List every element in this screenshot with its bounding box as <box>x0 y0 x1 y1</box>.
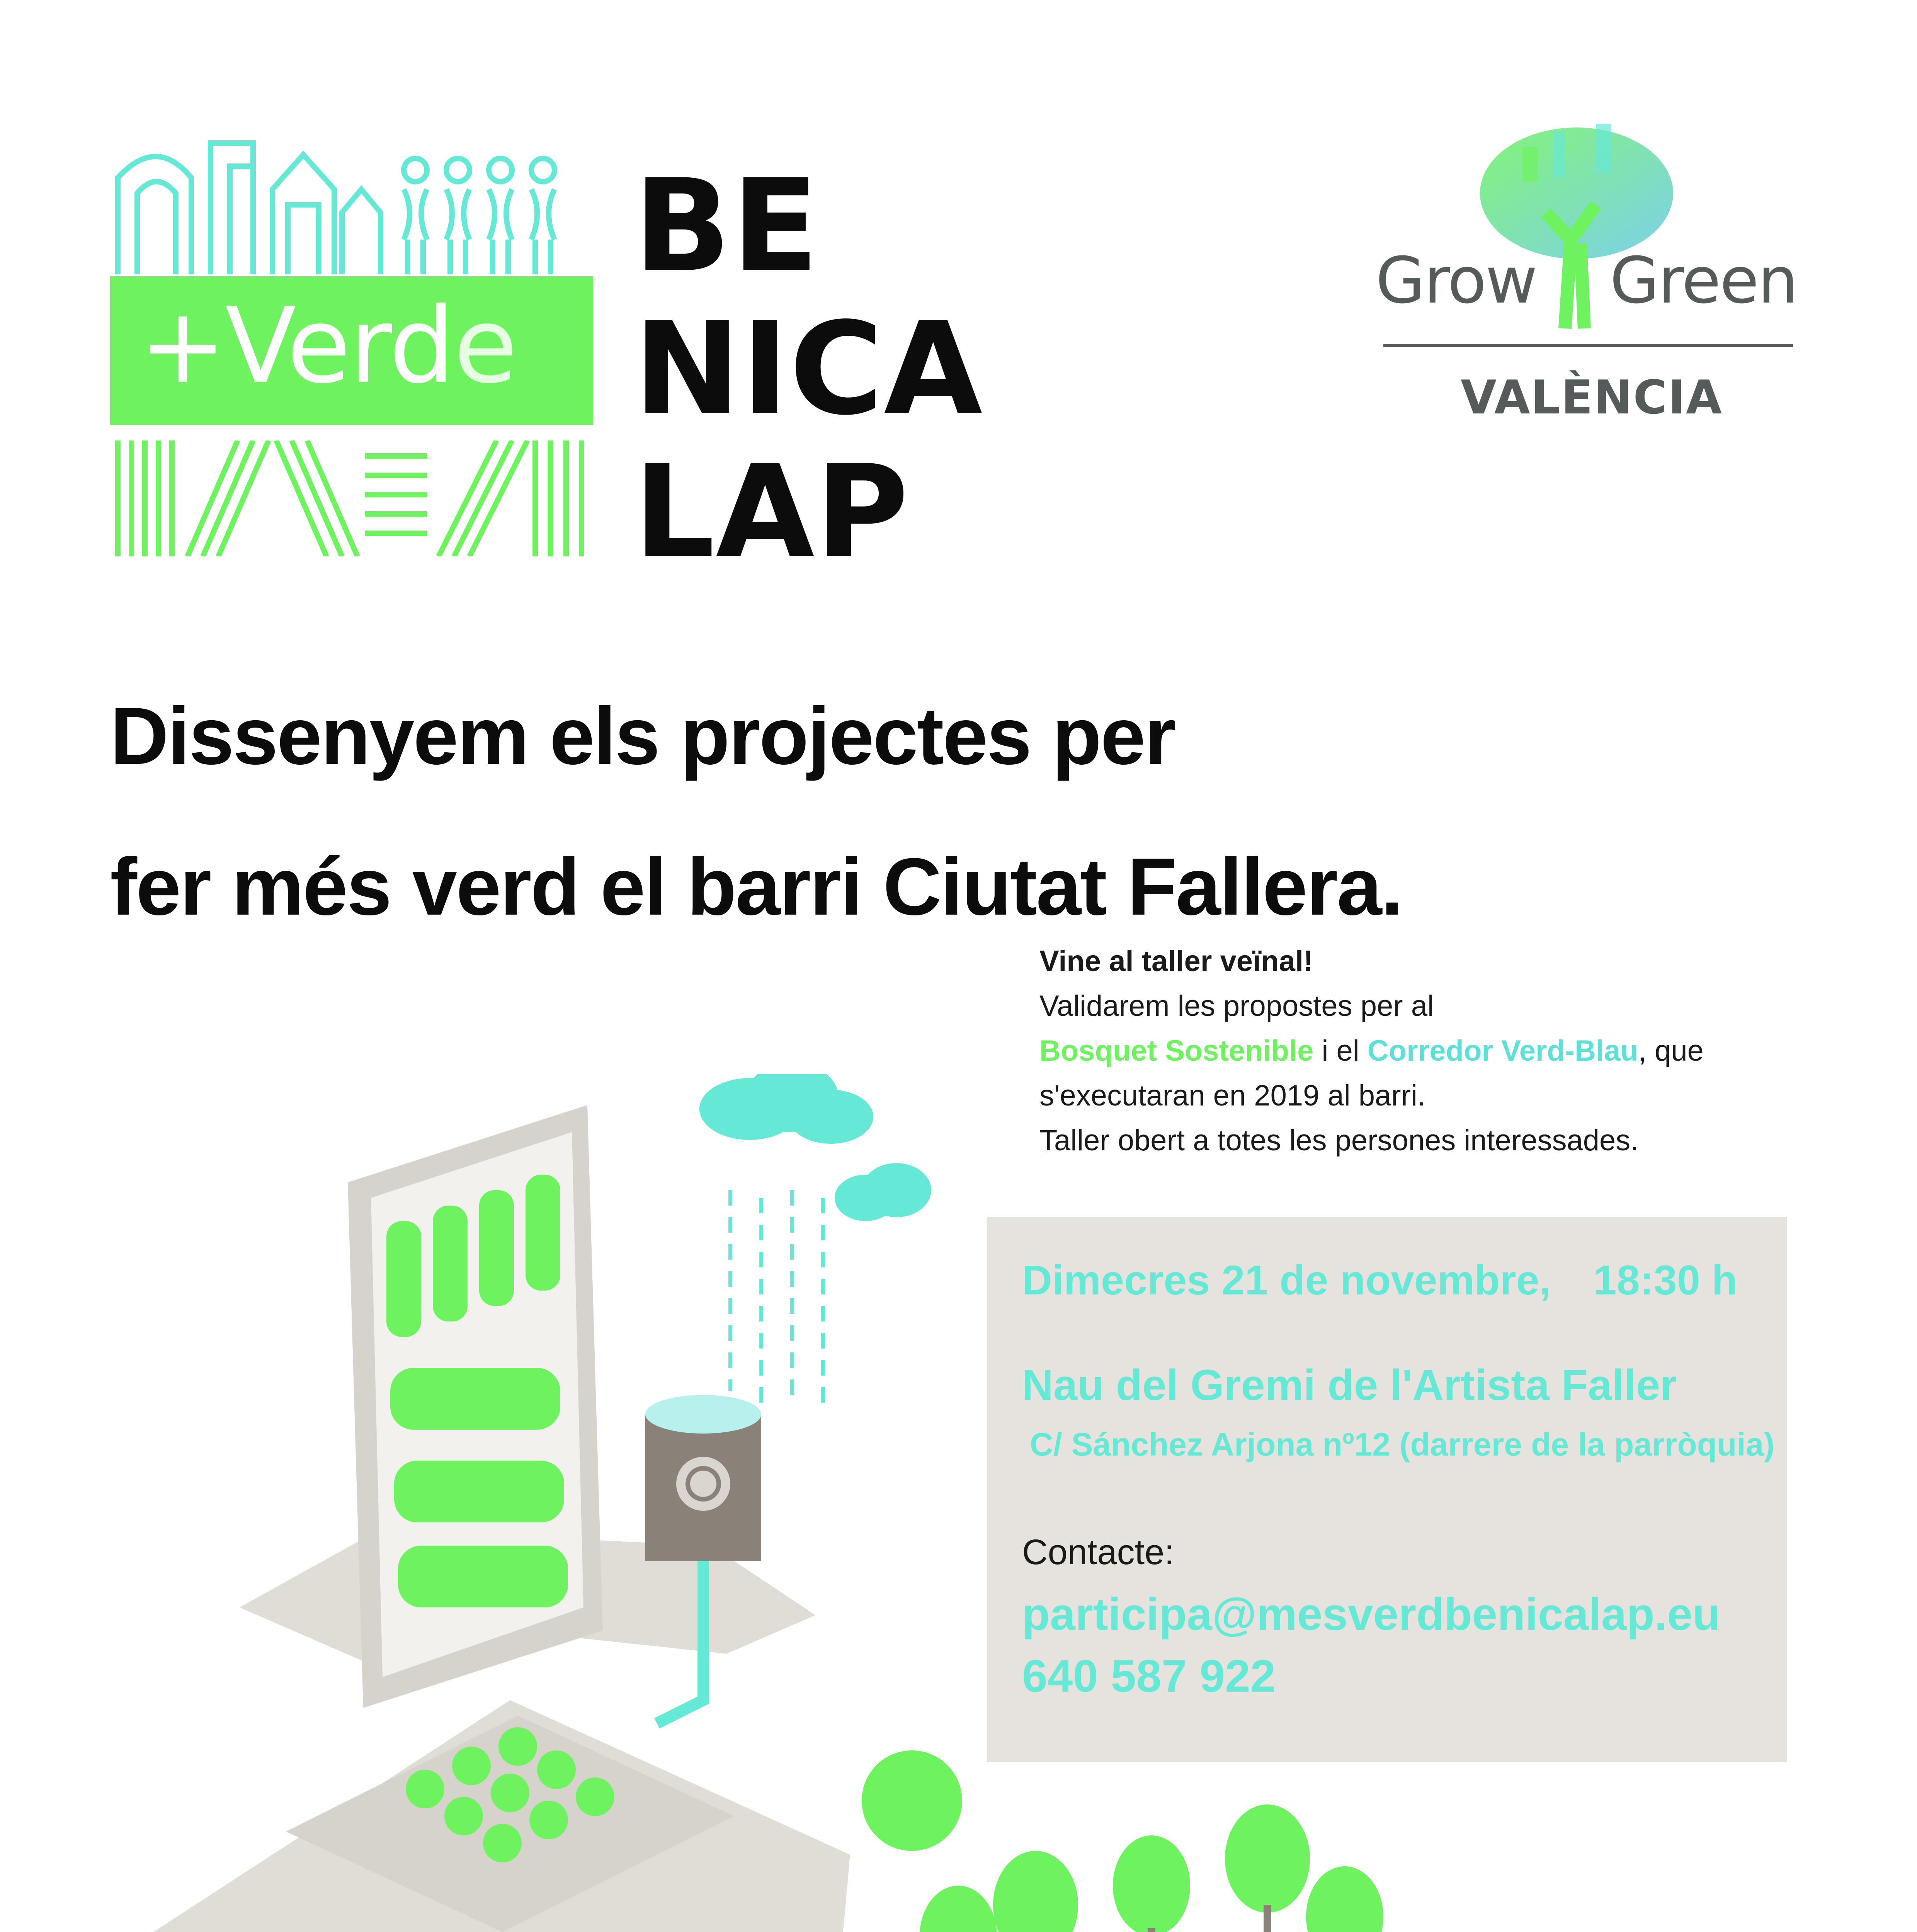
benicalap-line-3: LAP <box>634 438 910 586</box>
field-stripes-icon <box>110 440 597 556</box>
contact-label: Contacte: <box>1022 1532 1174 1572</box>
benicalap-title <box>634 152 983 586</box>
event-date-text: Dimecres 21 de novembre, <box>1022 1257 1551 1303</box>
growgreen-name-right: Green <box>1609 243 1797 318</box>
headline-line-2: fer més verd el barri Ciutat Fallera. <box>110 841 1402 932</box>
invite-line-2-end: , que <box>1638 1034 1704 1067</box>
invite-line-1: Validarem les propostes per al <box>1039 990 1434 1022</box>
growgreen-divider <box>1383 344 1793 347</box>
invite-connector: i el <box>1313 1034 1368 1067</box>
event-time: 18:30 h <box>1593 1257 1737 1303</box>
benicalap-line-2: NICA <box>634 295 983 443</box>
benicalap-line-1: BE <box>634 152 820 300</box>
invite-line-3: s'executaran en 2019 al barri. <box>1039 1079 1425 1112</box>
event-address: C/ Sánchez Arjona nº12 (darrere de la parròquia) <box>1030 1426 1775 1463</box>
invite-title: Vine al taller veïnal! <box>1039 945 1313 978</box>
growgreen-name-left: Grow <box>1376 243 1536 318</box>
invite-line-4: Taller obert a totes les persones interessades. <box>1039 1124 1639 1157</box>
contact-phone[interactable]: 640 587 922 <box>1022 1651 1276 1702</box>
growgreen-city: VALÈNCIA <box>1461 371 1723 425</box>
verde-suffix: e <box>453 285 516 406</box>
verde-prefix: +Verd <box>139 285 454 406</box>
project-bosquet: Bosquet Sostenible <box>1039 1034 1314 1067</box>
growgreen-wordmark <box>1376 243 1797 318</box>
project-corredor: Corredor Verd-Blau <box>1367 1034 1638 1067</box>
invite-line-2 <box>1039 1029 1704 1073</box>
contact-email[interactable]: participa@mesverdbenicalap.eu <box>1022 1589 1721 1640</box>
headline <box>110 661 1402 962</box>
urban-garden-illustration <box>108 1074 1793 1932</box>
headline-line-1: Dissenyem els projectes per <box>110 690 1175 781</box>
verde-logo-text <box>139 285 516 406</box>
event-place: Nau del Gremi de l'Artista Faller <box>1022 1361 1677 1409</box>
benicalap-skyline-icon <box>110 112 597 274</box>
